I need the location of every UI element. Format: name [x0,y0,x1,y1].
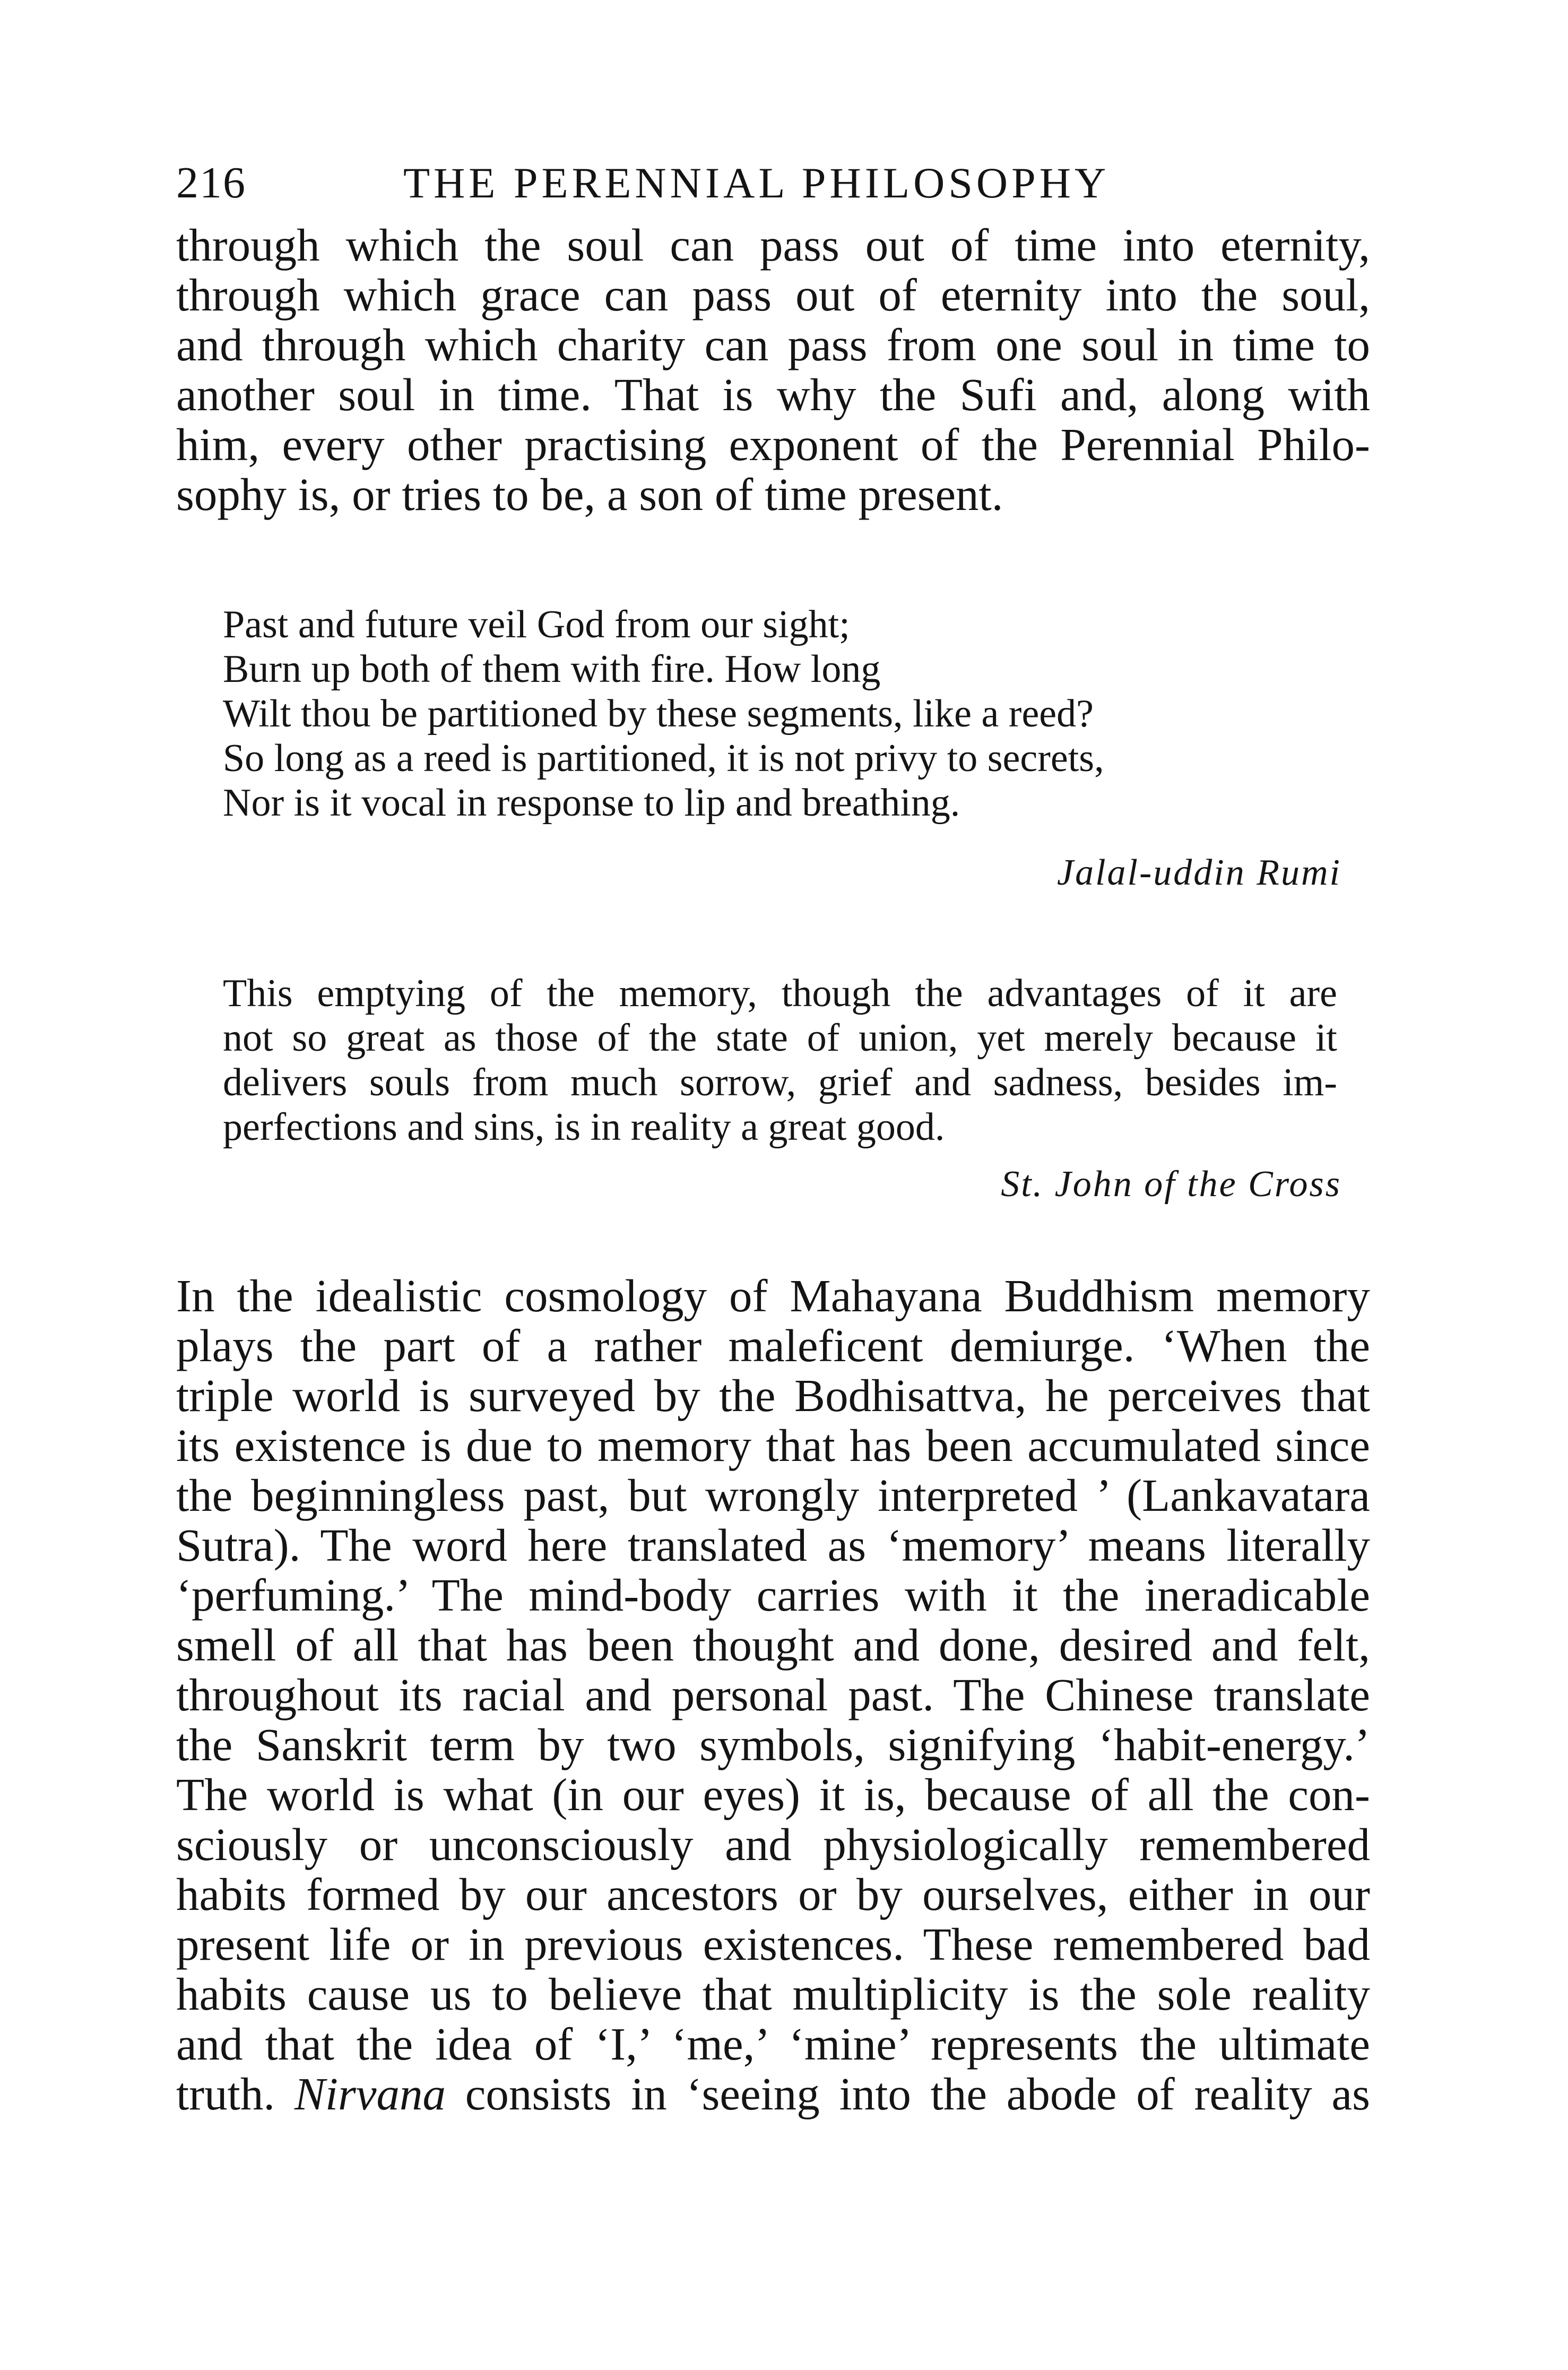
quote-attribution: Jalal-uddin Rumi [1057,852,1341,893]
quote-attribution: St. John of the Cross [1001,1164,1341,1205]
text-line: ‘perfuming.’ The mind-body carries with it the ineradicable [176,1569,1370,1621]
text-line: and that the idea of ‘I,’ ‘me,’ ‘mine’ represents the ultimate [176,2018,1370,2070]
italic-term: Nirvana [294,2068,446,2120]
text-line: plays the part of a rather maleficent demiurge. ‘When the [176,1320,1370,1371]
page-number: 216 [176,158,246,207]
text-line: habits formed by our ancestors or by ourselves, either in our [176,1869,1370,1920]
text-line: habits cause us to believe that multiplicity is the sole reality [176,1968,1370,2020]
text-line: present life or in previous existences. These remembered bad [176,1918,1370,1970]
text-line: him, every other practising exponent of the Perennial Philo- [176,419,1370,470]
text-line: through which the soul can pass out of time into eternity, [176,219,1370,271]
text-line: The world is what (in our eyes) it is, because of all the con- [176,1769,1370,1820]
text-line: its existence is due to memory that has been accumulated since [176,1420,1370,1471]
text-segment: consists in ‘seeing into the abode of reality as [446,2068,1370,2120]
page-header [176,154,1370,212]
text-line: sophy is, or tries to be, a son of time present. [176,469,1003,520]
text-line: another soul in time. That is why the Sufi and, along with [176,369,1370,420]
quote-line: not so great as those of the state of union, yet merely because it [223,1016,1337,1060]
text-line: and through which charity can pass from one soul in time to [176,319,1370,370]
text-line: the Sanskrit term by two symbols, signifying ‘habit-energy.’ [176,1719,1370,1770]
quote-line: perfections and sins, is in reality a great good. [223,1105,945,1149]
quote-line: This emptying of the memory, though the advantages of it are [223,972,1337,1015]
text-line: Sutra). The word here translated as ‘memory’ means literally [176,1519,1370,1571]
running-head: THE PERENNIAL PHILOSOPHY [403,159,1110,207]
verse-line: Wilt thou be partitioned by these segments, like a reed? [223,692,1094,736]
verse-line: So long as a reed is partitioned, it is not privy to secrets, [223,737,1104,780]
verse-line: Burn up both of them with fire. How long [223,647,881,691]
text-line: In the idealistic cosmology of Mahayana Buddhism memory [176,1270,1370,1321]
text-line: throughout its racial and personal past. The Chinese translate [176,1669,1370,1720]
quote-line: delivers souls from much sorrow, grief and sadness, besides im- [223,1061,1337,1104]
text-line: smell of all that has been thought and done, desired and felt, [176,1619,1370,1671]
verse-line: Past and future veil God from our sight; [223,603,850,646]
text-line: through which grace can pass out of eternity into the soul, [176,269,1370,321]
text-line: triple world is surveyed by the Bodhisattva, he perceives that [176,1370,1370,1421]
text-line: the beginningless past, but wrongly interpreted ’ (Lankavatara [176,1469,1370,1521]
text-segment: truth. [176,2068,294,2120]
text-line: sciously or unconsciously and physiologically remembered [176,1819,1370,1870]
text-line [176,2069,1370,2119]
verse-line: Nor is it vocal in response to lip and breathing. [223,781,960,825]
